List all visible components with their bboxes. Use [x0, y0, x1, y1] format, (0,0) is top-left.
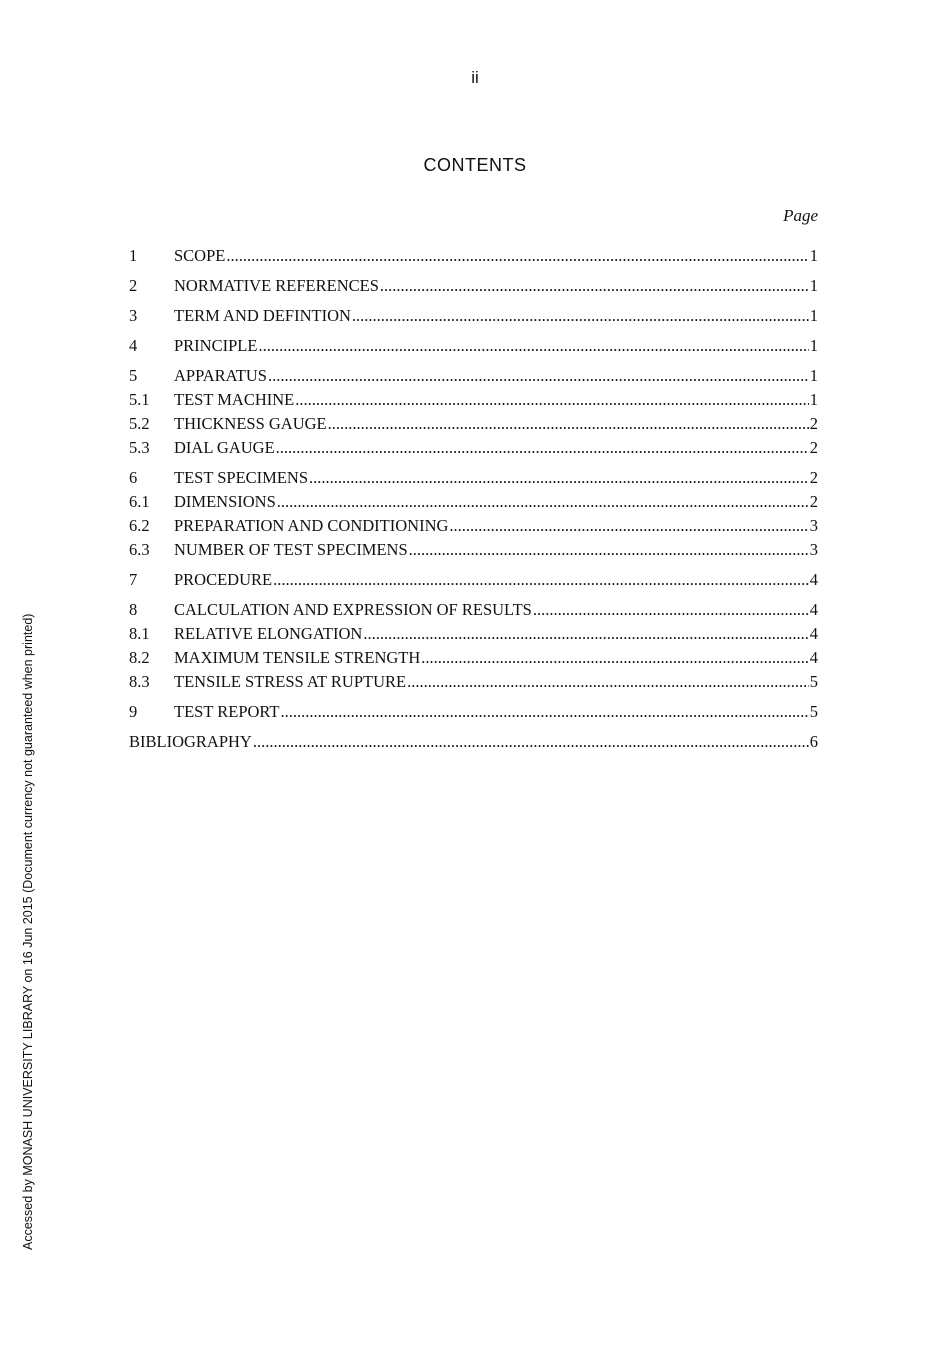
toc-entry-title: PREPARATION AND CONDITIONING	[174, 516, 449, 535]
toc-entry-page: 4	[809, 624, 818, 643]
toc-leader-dots	[328, 412, 809, 436]
toc-entry-bibliography[interactable]	[129, 730, 818, 754]
toc-entry-number: 8	[129, 600, 138, 619]
toc-entry-title: TEST SPECIMENS	[174, 468, 309, 487]
toc-entry-number: 6	[129, 468, 138, 487]
page-number: ii	[471, 68, 479, 87]
toc-leader-dots	[533, 598, 809, 622]
toc-entry-number: 2	[129, 276, 138, 295]
toc-entry[interactable]	[129, 646, 818, 670]
toc-entry-number: 6.3	[129, 540, 150, 559]
toc-leader-dots	[409, 538, 809, 562]
toc-entry-title: NORMATIVE REFERENCES	[174, 276, 379, 295]
toc-entry[interactable]	[129, 436, 818, 460]
toc-entry[interactable]	[129, 466, 818, 490]
toc-entry-title: THICKNESS GAUGE	[174, 414, 327, 433]
toc-leader-dots	[276, 436, 809, 460]
toc-leader-dots	[449, 514, 808, 538]
toc-entry-number: 7	[129, 570, 138, 589]
toc-entry[interactable]	[129, 670, 818, 694]
toc-entry[interactable]	[129, 274, 818, 298]
toc-entry-page: 1	[809, 366, 818, 385]
toc-entry-page: 2	[809, 438, 818, 457]
toc-entry-page: 1	[809, 336, 818, 355]
toc-entry-page: 2	[809, 492, 818, 511]
toc-entry-number: 9	[129, 702, 138, 721]
toc-entry-page: 2	[809, 468, 818, 487]
toc-leader-dots	[226, 244, 808, 268]
access-watermark: Accessed by MONASH UNIVERSITY LIBRARY on 16 Jun 2015 (Document currency not guaranteed when printed)	[21, 613, 35, 1250]
toc-leader-dots	[281, 700, 809, 724]
toc-entry-title: RELATIVE ELONGATION	[174, 624, 363, 643]
toc-leader-dots	[273, 568, 809, 592]
toc-leader-dots	[295, 388, 809, 412]
toc-entry-number: 5	[129, 366, 138, 385]
toc-entry-page: 1	[809, 306, 818, 325]
toc-leader-dots	[363, 622, 808, 646]
toc-entry-page: 3	[809, 516, 818, 535]
toc-entry-title: TENSILE STRESS AT RUPTURE	[174, 672, 407, 691]
page-column-header: Page	[783, 206, 818, 225]
toc-entry-title: TEST REPORT	[174, 702, 280, 721]
toc-entry[interactable]	[129, 622, 818, 646]
toc-entry-number: 6.1	[129, 492, 150, 511]
toc-entry-number: 6.2	[129, 516, 150, 535]
toc-entry-number: 8.3	[129, 672, 150, 691]
toc-entry-page: 1	[809, 276, 818, 295]
toc-entry-title: TERM AND DEFINTION	[174, 306, 351, 325]
toc-entry[interactable]	[129, 244, 818, 268]
toc-entry-title: APPARATUS	[174, 366, 267, 385]
toc-leader-dots	[407, 670, 809, 694]
toc-leader-dots	[277, 490, 809, 514]
toc-entry-title: PRINCIPLE	[174, 336, 258, 355]
toc-leader-dots	[268, 364, 809, 388]
toc-leader-dots	[309, 466, 809, 490]
toc-leader-dots	[253, 730, 809, 754]
toc-entry-title: TEST MACHINE	[174, 390, 295, 409]
toc-entry-title: BIBLIOGRAPHY	[129, 732, 252, 751]
toc-entry-title: NUMBER OF TEST SPECIMENS	[174, 540, 408, 559]
toc-entry-title: PROCEDURE	[174, 570, 273, 589]
toc-entry-title: DIAL GAUGE	[174, 438, 275, 457]
toc-entry-title: DIMENSIONS	[174, 492, 276, 511]
toc-entry[interactable]	[129, 364, 818, 388]
toc-entry-page: 2	[809, 414, 818, 433]
toc-entry-number: 4	[129, 336, 138, 355]
toc-entry-page: 1	[809, 246, 818, 265]
contents-title: CONTENTS	[423, 155, 527, 175]
toc-leader-dots	[421, 646, 808, 670]
toc-entry[interactable]	[129, 388, 818, 412]
toc-entry-number: 5.2	[129, 414, 150, 433]
toc-entry-page: 4	[809, 570, 818, 589]
toc-entry-page: 5	[809, 702, 818, 721]
toc-entry-number: 3	[129, 306, 138, 325]
toc-leader-dots	[258, 334, 808, 358]
toc-entry-page: 5	[809, 672, 818, 691]
toc-leader-dots	[352, 304, 809, 328]
toc-entry[interactable]	[129, 412, 818, 436]
toc-entry-number: 8.2	[129, 648, 150, 667]
toc-entry-number: 1	[129, 246, 138, 265]
toc-entry-title: SCOPE	[174, 246, 226, 265]
toc-entry-title: MAXIMUM TENSILE STRENGTH	[174, 648, 421, 667]
toc-entry[interactable]	[129, 598, 818, 622]
toc-entry-number: 5.1	[129, 390, 150, 409]
toc-entry-page: 6	[809, 732, 818, 751]
toc-entry-page: 4	[809, 600, 818, 619]
toc-entry[interactable]	[129, 538, 818, 562]
toc-entry[interactable]	[129, 334, 818, 358]
table-of-contents	[129, 244, 818, 754]
toc-entry-title: CALCULATION AND EXPRESSION OF RESULTS	[174, 600, 532, 619]
toc-entry[interactable]	[129, 700, 818, 724]
toc-entry[interactable]	[129, 568, 818, 592]
toc-entry[interactable]	[129, 304, 818, 328]
toc-entry-number: 5.3	[129, 438, 150, 457]
toc-entry-page: 1	[809, 390, 818, 409]
toc-entry[interactable]	[129, 490, 818, 514]
toc-entry[interactable]	[129, 514, 818, 538]
toc-entry-number: 8.1	[129, 624, 150, 643]
toc-entry-page: 3	[809, 540, 818, 559]
toc-entry-page: 4	[809, 648, 818, 667]
toc-leader-dots	[380, 274, 809, 298]
